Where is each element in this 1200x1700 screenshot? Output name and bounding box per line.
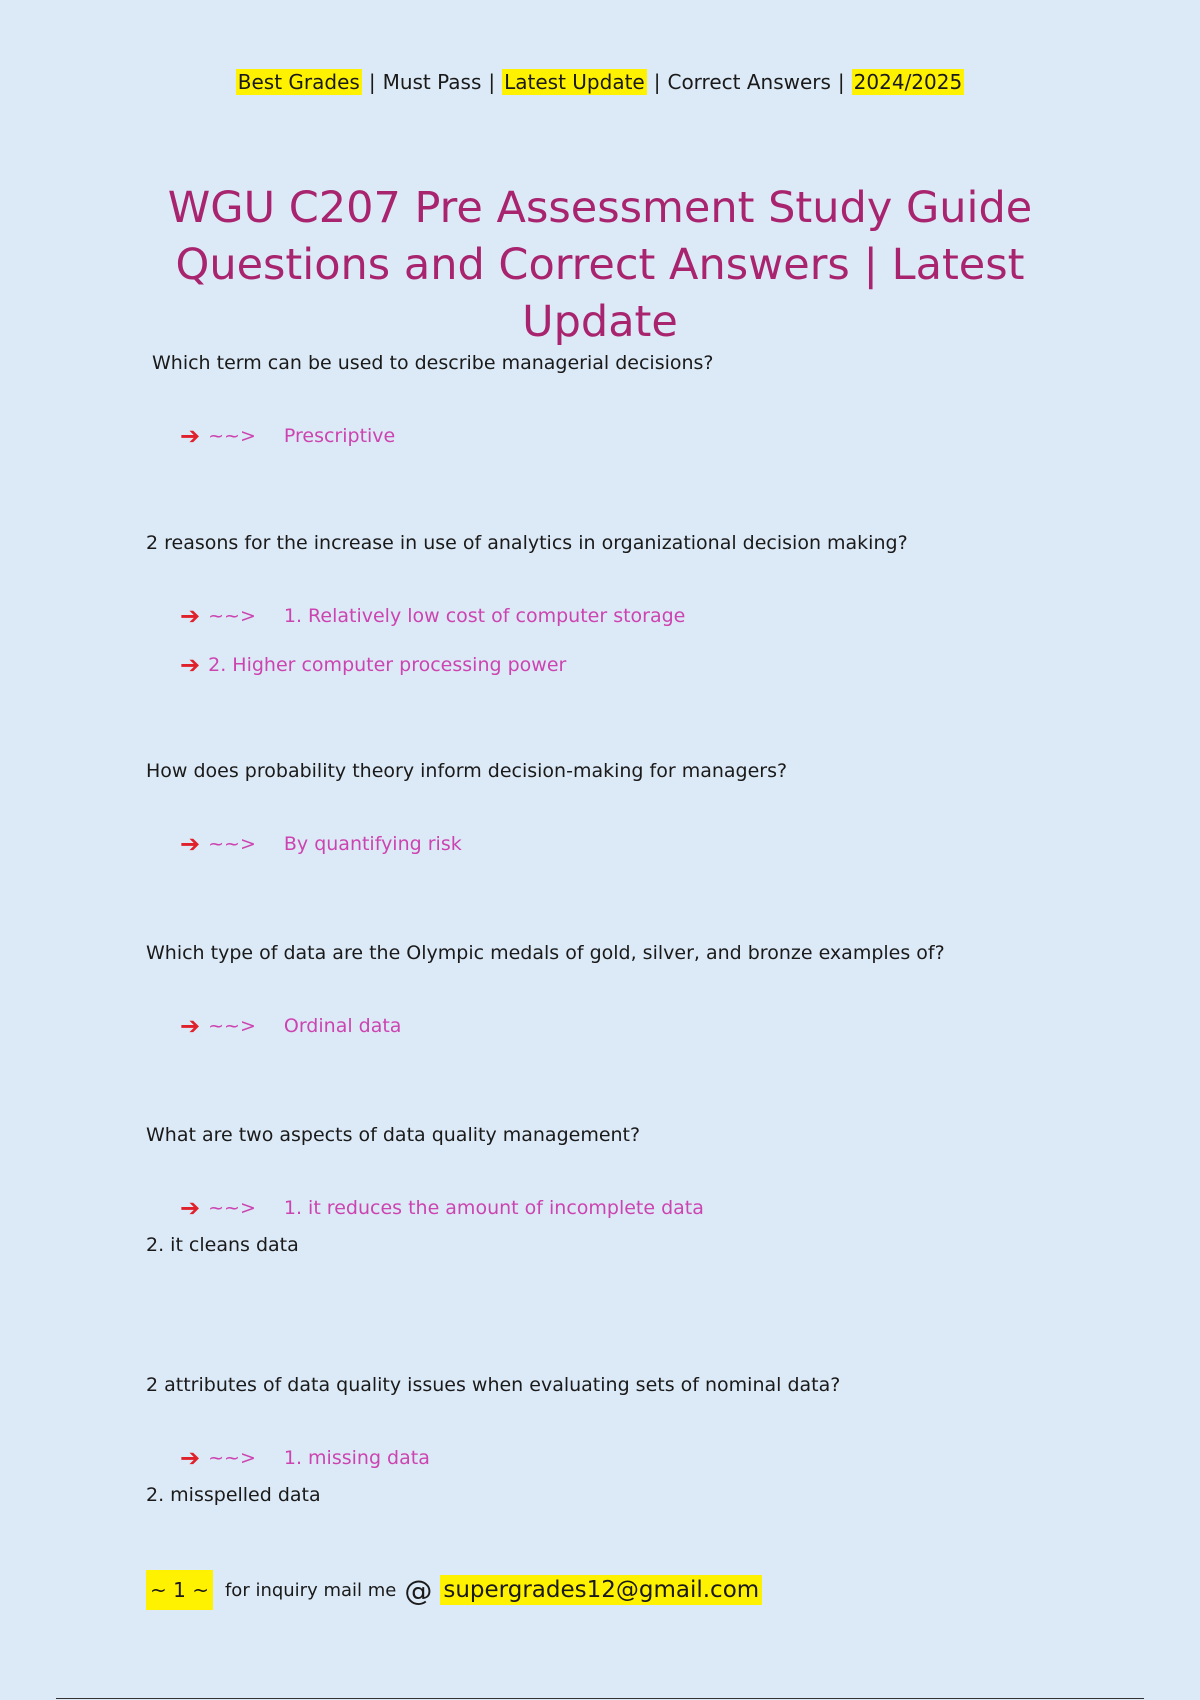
question-4: Which type of data are the Olympic medals of gold, silver, and bronze examples of? bbox=[146, 942, 945, 964]
answer-prefix: ~~> bbox=[208, 1447, 256, 1469]
answer-text: Prescriptive bbox=[283, 425, 396, 447]
answer-2a bbox=[180, 602, 685, 630]
arrow-icon: ➔ bbox=[180, 830, 201, 858]
header-tags bbox=[0, 70, 1200, 94]
tag-must-pass: Must Pass bbox=[382, 70, 482, 94]
arrow-icon: ➔ bbox=[180, 1444, 201, 1472]
arrow-icon: ➔ bbox=[180, 422, 201, 450]
answer-text: 1. Relatively low cost of computer storage bbox=[283, 605, 686, 627]
email-link[interactable]: supergrades12@gmail.com bbox=[440, 1575, 762, 1605]
answer-prefix: ~~> bbox=[208, 425, 256, 447]
at-icon: @ bbox=[404, 1573, 433, 1607]
question-5: What are two aspects of data quality management? bbox=[146, 1124, 641, 1146]
page-footer bbox=[146, 1568, 762, 1612]
answer-5-continuation: 2. it cleans data bbox=[146, 1234, 299, 1256]
answer-prefix: ~~> bbox=[208, 1015, 256, 1037]
separator: | bbox=[488, 70, 496, 94]
answer-prefix: ~~> bbox=[208, 833, 256, 855]
answer-6 bbox=[180, 1444, 430, 1472]
tag-best-grades: Best Grades bbox=[237, 70, 360, 94]
tag-correct-answers: Correct Answers bbox=[667, 70, 831, 94]
separator: | bbox=[837, 70, 845, 94]
answer-prefix: ~~> bbox=[208, 1197, 256, 1219]
arrow-icon: ➔ bbox=[180, 651, 201, 679]
answer-text: 1. missing data bbox=[283, 1447, 430, 1469]
answer-4 bbox=[180, 1012, 401, 1040]
divider bbox=[56, 1698, 1144, 1699]
answer-prefix: ~~> bbox=[208, 605, 256, 627]
page-number: ~ 1 ~ bbox=[146, 1570, 213, 1610]
arrow-icon: ➔ bbox=[180, 1194, 201, 1222]
arrow-icon: ➔ bbox=[180, 1012, 201, 1040]
separator: | bbox=[653, 70, 661, 94]
question-1: Which term can be used to describe managerial decisions? bbox=[152, 352, 714, 374]
answer-text: 1. it reduces the amount of incomplete data bbox=[283, 1197, 704, 1219]
question-2: 2 reasons for the increase in use of analytics in organizational decision making? bbox=[146, 532, 908, 554]
separator: | bbox=[368, 70, 376, 94]
answer-3 bbox=[180, 830, 462, 858]
answer-5 bbox=[180, 1194, 704, 1222]
question-3: How does probability theory inform decision-making for managers? bbox=[146, 760, 788, 782]
document-title: WGU C207 Pre Assessment Study Guide Questions and Correct Answers | Latest Update bbox=[167, 183, 1033, 347]
answer-2b bbox=[180, 651, 566, 679]
answer-text: 2. Higher computer processing power bbox=[208, 654, 567, 676]
question-6: 2 attributes of data quality issues when evaluating sets of nominal data? bbox=[146, 1374, 841, 1396]
answer-text: Ordinal data bbox=[283, 1015, 402, 1037]
answer-1 bbox=[180, 422, 395, 450]
tag-latest-update: Latest Update bbox=[504, 70, 645, 94]
tag-year: 2024/2025 bbox=[853, 70, 963, 94]
answer-6-continuation: 2. misspelled data bbox=[146, 1484, 321, 1506]
arrow-icon: ➔ bbox=[180, 602, 201, 630]
inquiry-text: for inquiry mail me bbox=[224, 1579, 397, 1601]
answer-text: By quantifying risk bbox=[283, 833, 462, 855]
